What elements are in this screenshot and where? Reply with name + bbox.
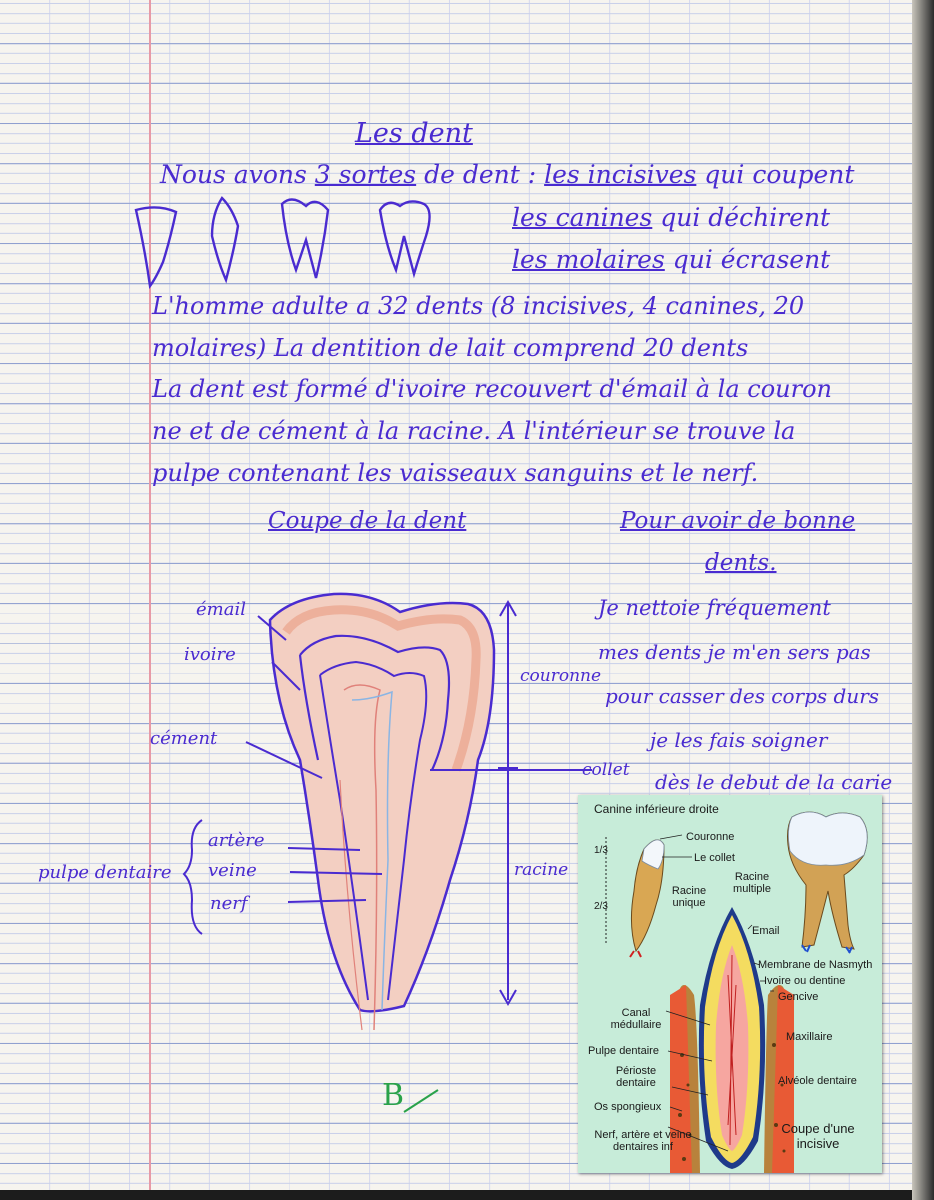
canine-sketch (212, 198, 238, 280)
label-couronne: couronne (520, 666, 602, 686)
label-pulpe: pulpe dentaire (38, 862, 172, 883)
intro-molaires-action: qui écrasent (672, 245, 831, 274)
card-label-canal: Canal médullaire (610, 1007, 662, 1031)
care-line: je les fais soigner (650, 728, 828, 752)
tooth-cross-section (270, 594, 494, 1030)
label-email: émail (196, 599, 246, 620)
card-label-nerf: Nerf, artère et veine dentaires inf (594, 1129, 692, 1153)
card-label-membrane: Membrane de Nasmyth (758, 959, 873, 971)
card-label-gencive: Gencive (778, 991, 819, 1003)
paragraph-line: pulpe contenant les vaisseaux sanguins et le nerf. (152, 459, 759, 487)
card-label-racine-unique: Racine unique (671, 885, 707, 909)
intro-prefix: Nous avons (160, 160, 307, 189)
card-label-maxillaire: Maxillaire (786, 1031, 833, 1043)
label-ivoire: ivoire (184, 644, 236, 665)
card-label-coupe: Coupe d'une incisive (781, 1121, 855, 1151)
intro-incisives-action: qui coupent (704, 160, 855, 189)
measure-arrow (498, 602, 518, 1004)
card-label-alveole: Alvéole dentaire (778, 1075, 857, 1087)
intro-incisives: les incisives (544, 160, 697, 189)
grade-check (404, 1090, 438, 1112)
page-edge (912, 0, 934, 1200)
incisor-sketch (136, 207, 176, 286)
intro-mid: de dent : (424, 160, 537, 189)
section-cut-heading: Coupe de la dent (268, 508, 467, 534)
card-label-ivoire: Ivoire ou dentine (764, 975, 846, 987)
label-collet: collet (582, 760, 630, 780)
molar-sketch (380, 201, 430, 274)
label-racine: racine (514, 860, 569, 880)
label-nerf: nerf (210, 893, 248, 914)
printed-card (578, 795, 882, 1173)
card-label-collet: Le collet (694, 852, 735, 864)
card-label-couronne: Couronne (686, 831, 735, 843)
label-cement: cément (150, 728, 218, 749)
paragraph-line: molaires) La dentition de lait comprend 20 dents (152, 334, 749, 362)
card-label-os: Os spongieux (594, 1101, 662, 1113)
paragraph-line: La dent est formé d'ivoire recouvert d'émail à la couron (152, 375, 833, 403)
section-care-heading-end: dents. (705, 550, 777, 576)
card-label-email: Email (752, 925, 780, 937)
premolar-sketch (282, 199, 328, 278)
intro-count: 3 sortes (314, 160, 417, 189)
grade-mark: B (382, 1078, 405, 1113)
card-label-racine-multiple: Racine multiple (733, 871, 771, 895)
card-label-periosta: Périoste dentaire (615, 1065, 657, 1089)
label-veine: veine (208, 860, 257, 881)
care-line: dès le debut de la carie (655, 770, 893, 794)
care-line: Je nettoie fréquement (598, 596, 831, 620)
section-care-heading: Pour avoir de bonne (620, 508, 856, 534)
paragraph-line: ne et de cément à la racine. A l'intérieur se trouve la (152, 417, 796, 445)
paragraph-line: L'homme adulte a 32 dents (8 incisives, 4 canines, 20 (152, 292, 805, 320)
care-line: pour casser des corps durs (605, 684, 880, 708)
label-artere: artère (208, 830, 265, 851)
page-title: Les dent (355, 118, 473, 149)
card-title: Canine inférieure droite (594, 802, 719, 816)
card-label-pulpe: Pulpe dentaire (588, 1045, 659, 1057)
care-line: mes dents je m'en sers pas (598, 640, 871, 664)
card-fraction-top: 1/3 (594, 845, 608, 856)
card-fraction-bottom: 2/3 (594, 901, 608, 912)
intro-canines: les canines (512, 203, 653, 232)
intro-canines-action: qui déchirent (660, 203, 831, 232)
intro-molaires: les molaires (512, 245, 665, 274)
